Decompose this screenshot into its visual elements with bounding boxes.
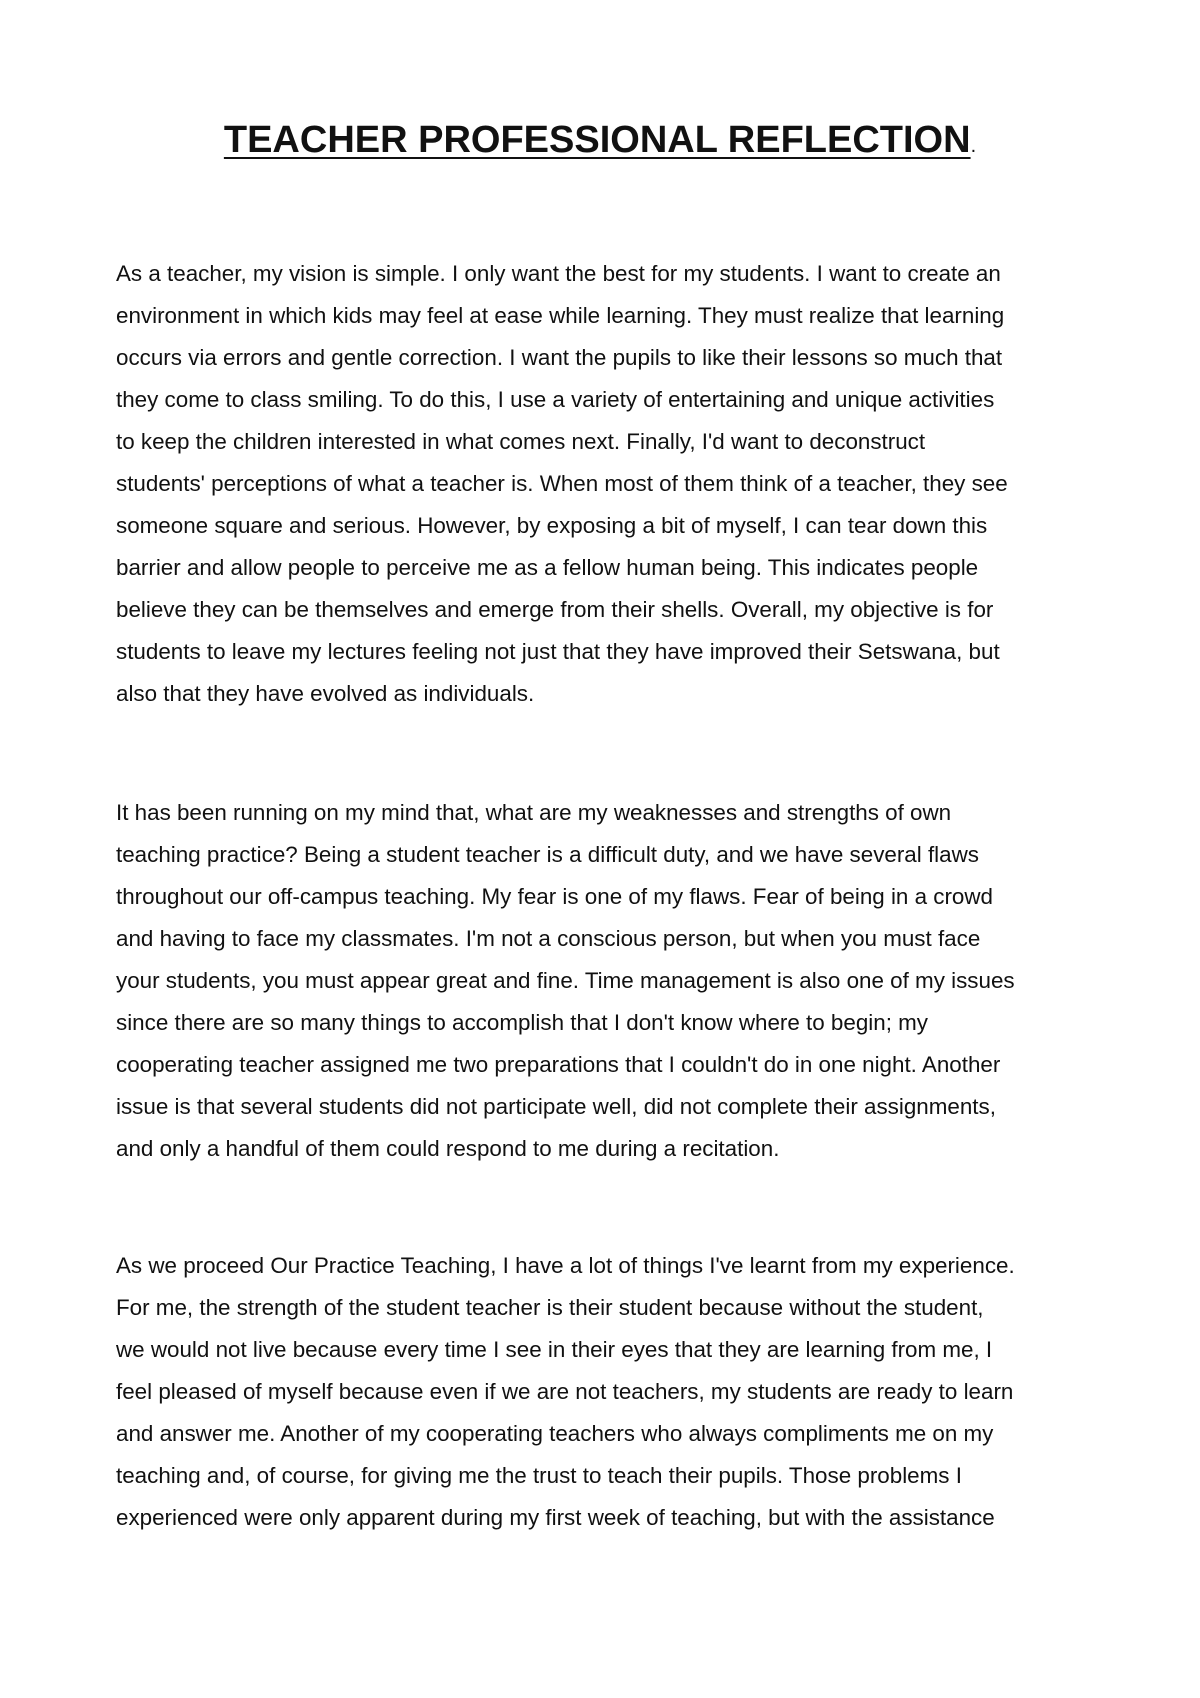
paragraph-line: For me, the strength of the student teacher is their student because without the student, (116, 1295, 984, 1320)
paragraph-line: we would not live because every time I see in their eyes that they are learning from me, I (116, 1337, 993, 1362)
paragraph-vision (116, 253, 1116, 715)
paragraph-line: It has been running on my mind that, what are my weaknesses and strengths of own (116, 800, 952, 825)
paragraph-line: believe they can be themselves and emerge from their shells. Overall, my objective is for (116, 597, 994, 622)
paragraph-line: teaching practice? Being a student teacher is a difficult duty, and we have several flaws (116, 842, 979, 867)
paragraph-line: and answer me. Another of my cooperating teachers who always compliments me on my (116, 1421, 994, 1446)
paragraph-line: throughout our off-campus teaching. My fear is one of my flaws. Fear of being in a crowd (116, 884, 993, 909)
paragraph-line: issue is that several students did not participate well, did not complete their assignments, (116, 1094, 996, 1119)
paragraph-line: also that they have evolved as individuals. (116, 681, 535, 706)
paragraph-line: teaching and, of course, for giving me the trust to teach their pupils. Those problems I (116, 1463, 962, 1488)
paragraph-line: As a teacher, my vision is simple. I only want the best for my students. I want to create an (116, 261, 1001, 286)
paragraph-strengths (116, 1245, 1116, 1539)
paragraph-line: environment in which kids may feel at ease while learning. They must realize that learning (116, 303, 1005, 328)
paragraph-line: experienced were only apparent during my first week of teaching, but with the assistance (116, 1505, 995, 1530)
paragraph-line: students' perceptions of what a teacher is. When most of them think of a teacher, they see (116, 471, 1008, 496)
document-title (0, 112, 1200, 174)
document-title-trailing: . (970, 135, 977, 157)
document-title-text: TEACHER PROFESSIONAL REFLECTION (223, 119, 971, 161)
paragraph-line: As we proceed Our Practice Teaching, I have a lot of things I've learnt from my experience. (116, 1253, 1015, 1278)
paragraph-line: and only a handful of them could respond to me during a recitation. (116, 1136, 780, 1161)
paragraph-line: feel pleased of myself because even if we are not teachers, my students are ready to learn (116, 1379, 1014, 1404)
paragraph-weaknesses (116, 792, 1116, 1170)
paragraph-line: cooperating teacher assigned me two preparations that I couldn't do in one night. Another (116, 1052, 1001, 1077)
paragraph-line: occurs via errors and gentle correction. I want the pupils to like their lessons so much that (116, 345, 1003, 370)
paragraph-line: someone square and serious. However, by exposing a bit of myself, I can tear down this (116, 513, 988, 538)
paragraph-line: they come to class smiling. To do this, I use a variety of entertaining and unique activities (116, 387, 995, 412)
paragraph-line: your students, you must appear great and fine. Time management is also one of my issues (116, 968, 1015, 993)
paragraph-line: and having to face my classmates. I'm not a conscious person, but when you must face (116, 926, 981, 951)
paragraph-line: since there are so many things to accomplish that I don't know where to begin; my (116, 1010, 928, 1035)
paragraph-line: to keep the children interested in what comes next. Finally, I'd want to deconstruct (116, 429, 926, 454)
paragraph-line: barrier and allow people to perceive me as a fellow human being. This indicates people (116, 555, 979, 580)
paragraph-line: students to leave my lectures feeling not just that they have improved their Setswana, but (116, 639, 1000, 664)
